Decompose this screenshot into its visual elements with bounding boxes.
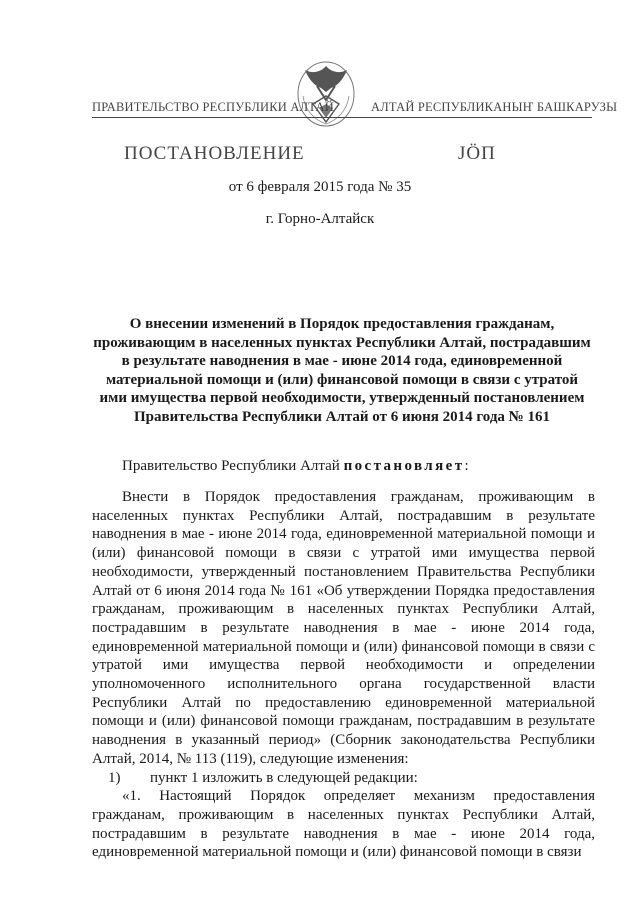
resolution-verb: постановляет: [343, 458, 465, 474]
body-paragraph: «1. Настоящий Порядок определяет механизм предоставления гражданам, проживающим в населенных пунктах Республики Алтай, пострадавшим в результате наводнения в мае - июне 2014 года, единовременной материальной помощи и (или) финансовой помощи в связи: [92, 788, 595, 861]
resolution-subject: Правительство Республики Алтай: [122, 458, 340, 474]
doc-type-altai: ЈӦП: [458, 143, 496, 164]
body-paragraph: Внести в Порядок предоставления гражданам, проживающим в населенных пунктах Республики Алтай, пострадавшим в результате наводнения в мае - июне 2014 года, единовременной материальной помощи и (или) финансовой помощи в связи с утратой ими имущества первой необходимости, утвержденный постановлением Правительства Республики Алтай от 6 июня 2014 года № 161 «Об утверждении Порядка предоставления гражданам, проживающим в населенных пунктах Республики Алтай, пострадавшим в результате наводнения в мае - июне 2014 года, единовременной материальной помощи и (или) финансовой помощи в связи с утратой ими имущества первой необходимости и определении уполномоченного исполнительного органа государственной власти Республики Алтай по предоставлению единовременной материальной помощи и (или) финансовой помощи гражданам, пострадавшим в результате наводнения в указанный период» (Сборник законодательства Республики Алтай, 2014, № 113 (119), следующие изменения:: [92, 489, 595, 767]
document-date: от 6 февраля 2015 года № 35: [228, 179, 412, 195]
header-divider: [92, 117, 592, 118]
document-body: [92, 488, 595, 862]
document-title: О внесении изменений в Порядок предоставления гражданам, проживающим в населенных пунктах Республики Алтай, пострадавшим в результате наводнения в мае - июне 2014 года, единовременной материальной помощи и (или) финансовой помощи в связи с утратой ими имущества первой необходимости, утвержденный постановлением Правительства Республики Алтай от 6 июня 2014 года № 161: [93, 316, 591, 425]
list-item-number: 1): [108, 769, 121, 786]
list-item-text: пункт 1 изложить в следующей редакции:: [150, 769, 418, 786]
header-org-name-ru: ПРАВИТЕЛЬСТВО РЕСПУБЛИКИ АЛТАЙ: [92, 100, 334, 114]
resolution-colon: :: [464, 458, 469, 474]
header-org-name-altai: АЛТАЙ РЕСПУБЛИКАНЫҤ БАШКАРУЗЫ: [371, 100, 618, 114]
resolution-line: [122, 458, 469, 475]
doc-type-ru: ПОСТАНОВЛЕНИЕ: [124, 143, 305, 164]
document-city: г. Горно-Алтайск: [265, 211, 375, 227]
body-list-item: [92, 769, 595, 788]
